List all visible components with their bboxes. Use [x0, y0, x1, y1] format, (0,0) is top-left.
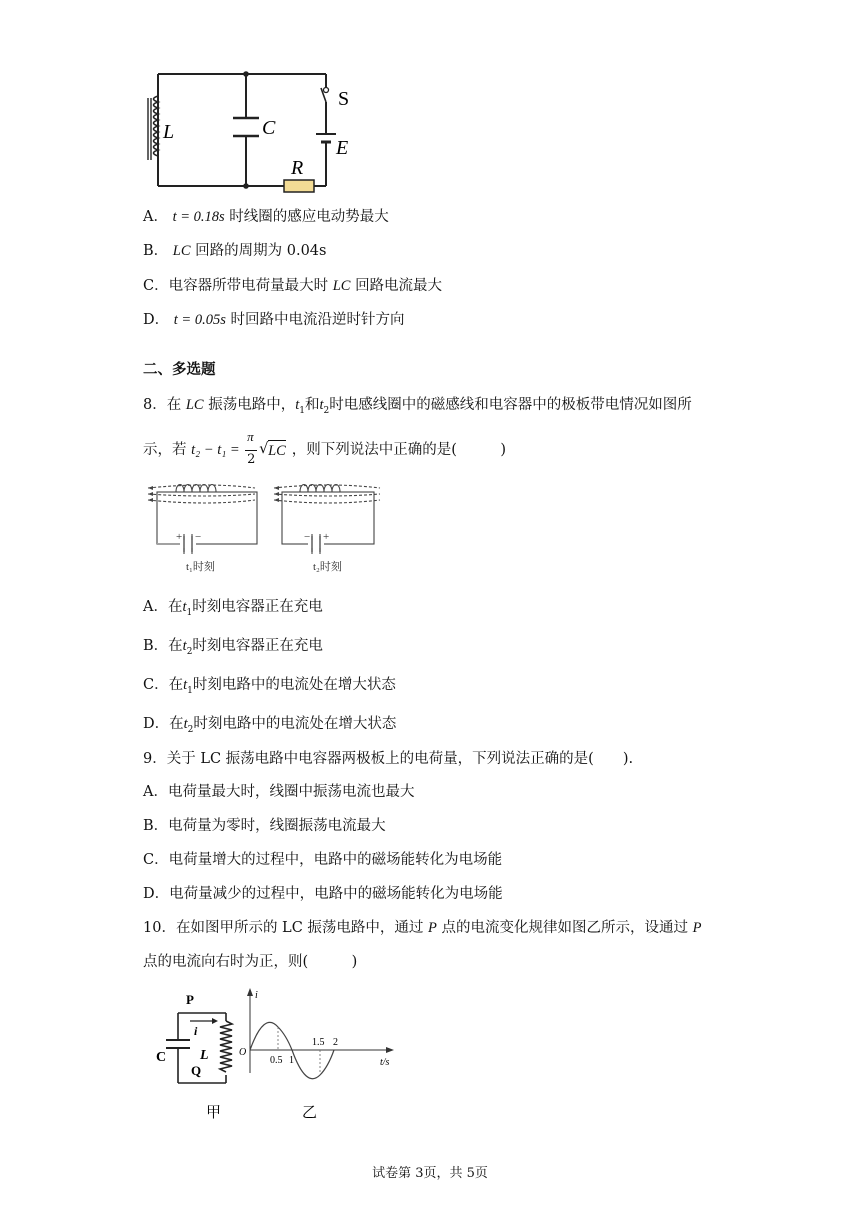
capacitor-label: C	[262, 117, 276, 139]
point-p-label: P	[186, 992, 194, 1007]
caption-yi: 乙	[302, 1105, 318, 1121]
math: t	[183, 716, 188, 732]
text: 点的电流变化规律如图乙所示，设通过	[436, 920, 693, 936]
inductor-label: L	[200, 1048, 209, 1063]
formula-radicand: LC	[268, 440, 286, 461]
point-q-label: Q	[191, 1063, 202, 1078]
q7-option-a[interactable]	[143, 207, 389, 227]
option-text: 时刻电容器正在充电	[192, 599, 323, 615]
option-text: 回路的周期为	[195, 243, 283, 259]
math: P	[692, 920, 702, 936]
x-axis-label: t/s	[380, 1057, 390, 1068]
q10-stem-line2: 点的电流向右时为正，则( )	[143, 954, 358, 970]
option-prefix: B．在	[143, 638, 183, 654]
option-prefix: A．在	[143, 599, 183, 615]
math: P	[428, 920, 437, 936]
text: 和	[304, 397, 320, 413]
q7-circuit-figure	[140, 62, 370, 198]
q10-stem-line1	[143, 918, 701, 938]
tick-label: 0.5	[270, 1055, 283, 1066]
q9-option-d[interactable]: D．电荷量减少的过程中，电路中的磁场能转化为电场能	[143, 886, 503, 902]
q8-stem-line2	[143, 429, 507, 467]
page-footer: 试卷第 3页，共 5页	[372, 1166, 488, 1181]
subscript: 1	[186, 607, 193, 618]
q9-stem: 9．关于 LC 振荡电路中电容器两极板上的电荷量，下列说法正确的是( ).	[143, 751, 634, 767]
switch-label: S	[338, 88, 350, 110]
option-prefix: C．在	[143, 677, 184, 693]
option-math: t = 0.05s	[173, 312, 226, 328]
text: 振荡电路中，	[203, 397, 296, 413]
text: 时电感线圈中的磁感线和电容器中的极板带电情况如图所	[329, 397, 692, 413]
plate-sign: +	[323, 531, 330, 543]
option-text: 时刻电容器正在充电	[192, 638, 323, 654]
q7-option-d[interactable]	[143, 310, 404, 330]
battery-label: E	[336, 137, 349, 159]
inductor-label: L	[163, 121, 175, 143]
left-caption: t₁时刻	[186, 561, 215, 573]
y-axis-label: i	[255, 990, 258, 1001]
plate-sign: −	[195, 531, 202, 543]
q10-figure	[150, 985, 410, 1125]
right-caption: t₂时刻	[313, 561, 342, 573]
option-text: 时刻电路中的电流处在增大状态	[193, 716, 397, 732]
option-prefix: C．电容器所带电荷量最大时	[143, 278, 333, 294]
math: t	[182, 638, 187, 654]
subscript: 2	[186, 646, 193, 657]
q9-option-c[interactable]: C．电荷量增大的过程中，电路中的磁场能转化为电场能	[143, 852, 503, 868]
option-text: 时刻电路中的电流处在增大状态	[192, 677, 396, 693]
current-curve	[250, 1022, 334, 1078]
math: t	[295, 397, 300, 413]
subscript: 1	[187, 685, 193, 696]
option-text: 时线圈的感应电动势最大	[229, 209, 389, 225]
formula-lhs: t₂ − t₁ =	[191, 442, 240, 458]
q8-lc-figure	[140, 478, 390, 578]
capacitor-label: C	[156, 1050, 167, 1065]
option-math: t = 0.18s	[172, 209, 225, 225]
option-math: LC	[332, 278, 351, 294]
option-math: 0.04s	[286, 243, 327, 259]
tick-label: 1	[289, 1055, 294, 1066]
subscript: 2	[187, 724, 194, 735]
formula-numerator: π	[247, 429, 254, 444]
q7-option-c[interactable]	[143, 276, 442, 296]
plate-sign: +	[176, 531, 183, 543]
math: t	[319, 397, 324, 413]
section-title: 二、多选题	[143, 361, 216, 378]
formula-denominator: 2	[247, 452, 256, 467]
tick-label: 2	[333, 1037, 338, 1048]
q8-formula	[191, 429, 287, 467]
q9-option-a[interactable]: A．电荷量最大时，线圈中振荡电流也最大	[143, 784, 415, 800]
q8-option-b[interactable]	[143, 636, 323, 662]
q8-option-a[interactable]	[143, 597, 323, 623]
text: 示，若	[143, 442, 187, 458]
option-prefix: D．	[143, 312, 170, 328]
subscript: 1	[299, 405, 305, 416]
sqrt-sign: √	[259, 441, 269, 457]
text: ，则下列说法中正确的是( )	[291, 442, 507, 458]
subscript: 2	[323, 405, 330, 416]
option-math: LC	[172, 243, 191, 259]
current-label: i	[194, 1024, 198, 1038]
text: 8．在	[143, 397, 186, 413]
q8-option-c[interactable]	[143, 675, 396, 701]
option-prefix: D．在	[143, 716, 184, 732]
math: t	[182, 599, 187, 615]
plate-sign: −	[304, 531, 311, 543]
option-text: 回路电流最大	[355, 278, 443, 294]
origin-label: O	[239, 1047, 247, 1058]
q7-option-b[interactable]	[143, 241, 326, 261]
option-text: 时回路中电流沿逆时针方向	[230, 312, 405, 328]
math: LC	[185, 397, 204, 413]
caption-jia: 甲	[206, 1105, 222, 1121]
resistor-label: R	[291, 157, 304, 179]
tick-label: 1.5	[312, 1037, 325, 1048]
text: 10．在如图甲所示的 LC 振荡电路中，通过	[143, 920, 428, 936]
q8-stem-line1	[143, 395, 692, 421]
option-prefix: A．	[143, 209, 168, 225]
math: t	[183, 677, 188, 693]
q8-option-d[interactable]	[143, 714, 396, 740]
q9-option-b[interactable]: B．电荷量为零时，线圈振荡电流最大	[143, 818, 386, 834]
option-prefix: B．	[143, 243, 169, 259]
